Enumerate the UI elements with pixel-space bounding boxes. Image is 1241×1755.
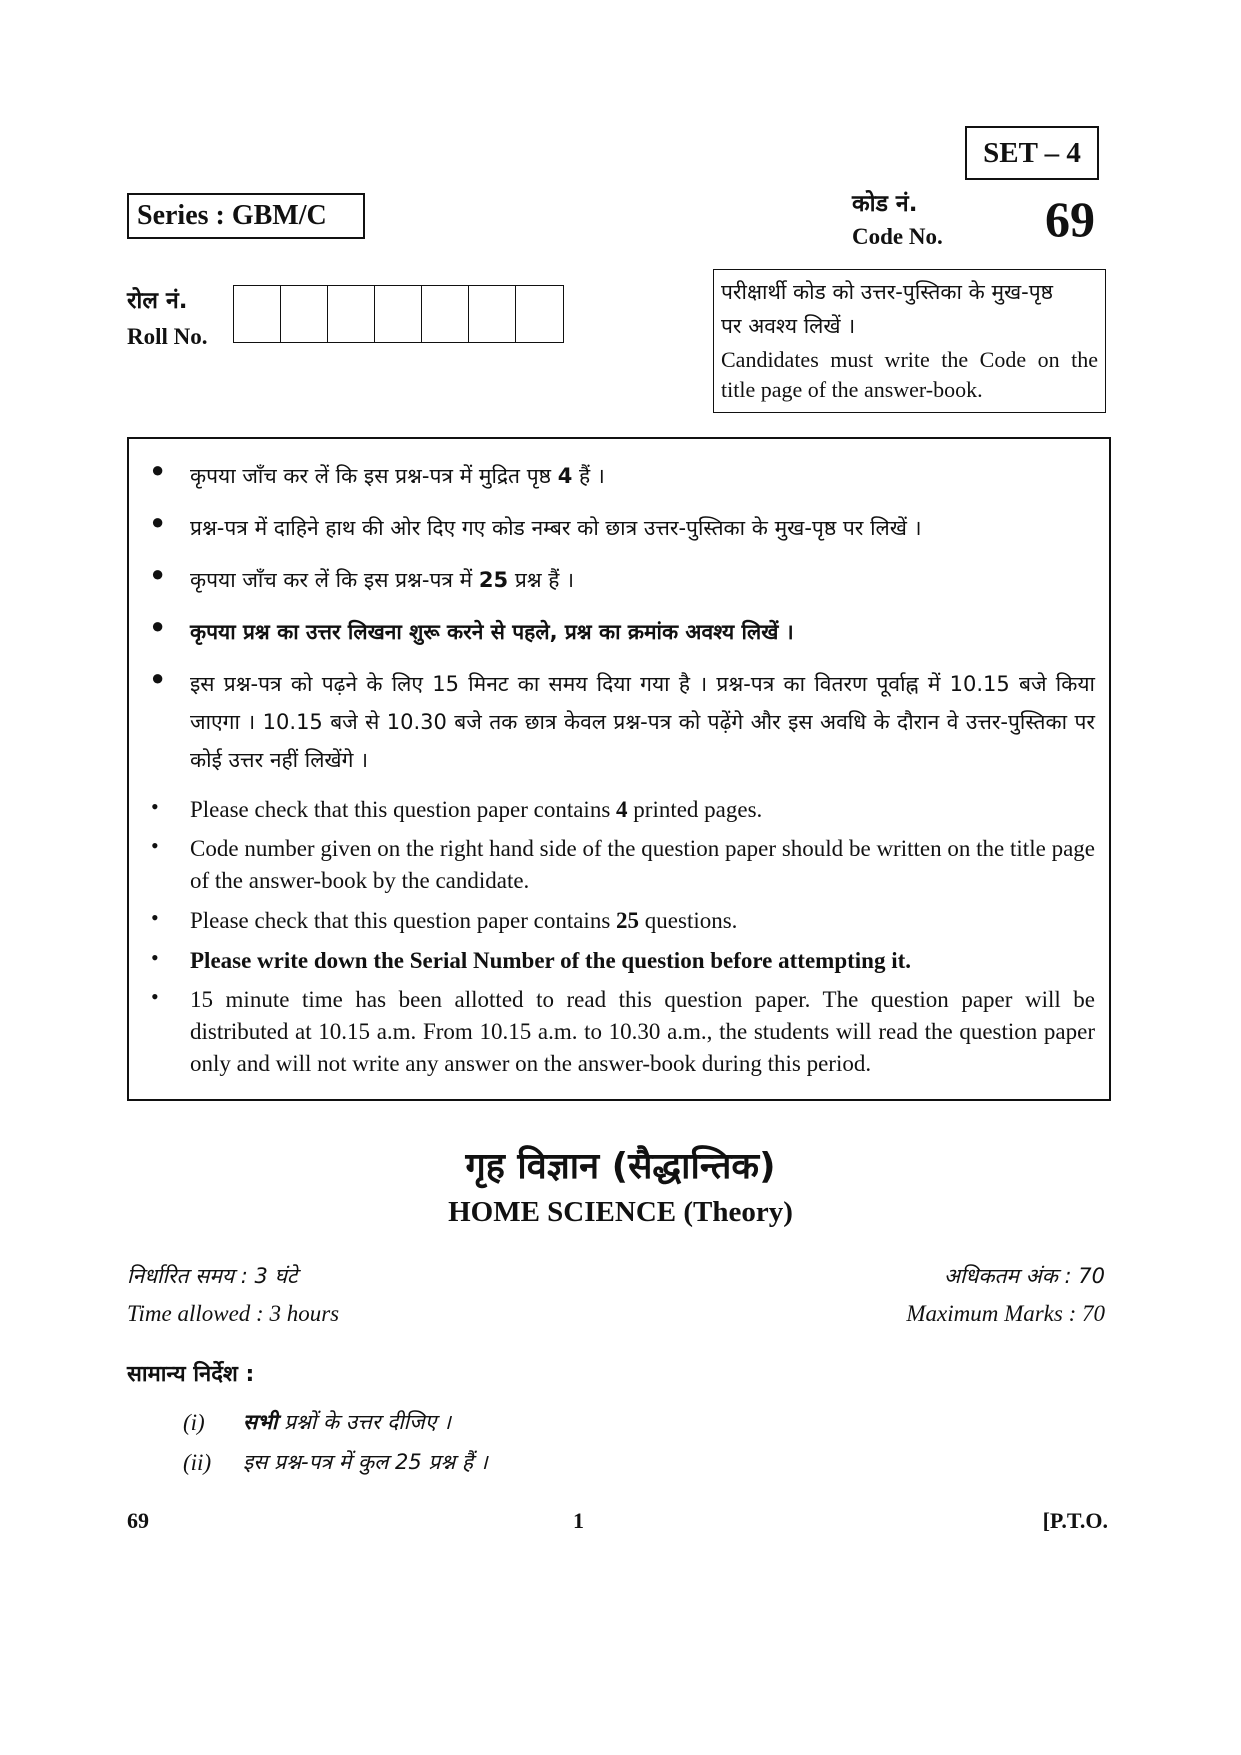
max-marks-english: Maximum Marks : 70 [906, 1301, 1105, 1326]
instruction-text: कृपया प्रश्न का उत्तर लिखना शुरू करने से पहले, प्रश्न का क्रमांक अवश्य लिखें । [190, 620, 794, 644]
bullet-icon: ● [151, 561, 165, 586]
general-item-number: (ii) [183, 1450, 212, 1475]
roll-digit-box[interactable] [328, 286, 375, 342]
max-marks-hindi: अधिकतम अंक : 70 [943, 1264, 1105, 1288]
roll-digit-box[interactable] [469, 286, 516, 342]
instruction-text: Please write down the Serial Number of the question before attempting it. [190, 948, 912, 973]
instruction-text: Code number given on the right hand side of the question paper should be written on the title page of the answer-book by the candidate. [190, 836, 1095, 893]
roll-digit-box[interactable] [516, 286, 563, 342]
code-label-english: Code No. [852, 224, 943, 249]
candidate-note-english: Candidates must write the Code on the title page of the answer-book. [721, 347, 1098, 402]
bullet-icon: • [151, 794, 159, 819]
roll-label-hindi: रोल नं. [127, 288, 188, 314]
code-label-hindi: कोड नं. [852, 191, 918, 217]
general-item-text: सभी प्रश्नों के उत्तर दीजिए । [243, 1410, 451, 1434]
instructions-box [127, 437, 1111, 1101]
instruction-text: इस प्रश्न-पत्र को पढ़ने के लिए 15 मिनट का समय दिया गया है । प्रश्न-पत्र का वितरण पूर्वाह्न में 10.15 बजे किया जाएगा । 10.15 बजे से 10.30 बजे तक छात्र केवल प्रश्न-पत्र को पढ़ेंगे और इस अवधि के दौरान वे उत्तर-पुस्तिका पर कोई उत्तर नहीं लिखेंगे । [190, 672, 1095, 772]
subject-title-english: HOME SCIENCE (Theory) [448, 1196, 793, 1228]
instruction-text: Please check that this question paper contains 4 printed pages. [190, 797, 763, 822]
instruction-text: 15 minute time has been allotted to read this question paper. The question paper will be distributed at 10.15 a.m. From 10.15 a.m. to 10.30 a.m., the students will read the question paper only and will not write any answer on the answer-book during this period. [190, 987, 1095, 1076]
general-item-text: इस प्रश्न-पत्र में कुल 25 प्रश्न हैं । [243, 1450, 488, 1474]
roll-number-boxes[interactable] [233, 285, 564, 343]
roll-digit-box[interactable] [234, 286, 281, 342]
code-number: 69 [1045, 191, 1095, 247]
roll-digit-box[interactable] [375, 286, 422, 342]
bullet-icon: ● [151, 457, 165, 482]
time-allowed-english: Time allowed : 3 hours [127, 1301, 340, 1326]
candidate-note-hindi-2: पर अवश्य लिखें । [721, 314, 856, 338]
bullet-icon: ● [151, 665, 165, 690]
instruction-text: कृपया जाँच कर लें कि इस प्रश्न-पत्र में 25 प्रश्न हैं । [190, 568, 575, 592]
time-allowed-hindi: निर्धारित समय : 3 घंटे [127, 1264, 298, 1288]
bullet-icon: ● [151, 613, 165, 638]
set-label: SET – 4 [965, 126, 1099, 180]
bullet-icon: • [151, 833, 159, 858]
page-number: 1 [573, 1508, 584, 1533]
series-label: Series : GBM/C [127, 193, 365, 239]
bullet-icon: ● [151, 509, 165, 534]
bullet-icon: • [151, 945, 159, 970]
instruction-text: Please check that this question paper contains 25 questions. [190, 908, 738, 933]
roll-digit-box[interactable] [281, 286, 328, 342]
roll-digit-box[interactable] [422, 286, 469, 342]
bullet-icon: • [151, 905, 159, 930]
general-item-number: (i) [183, 1410, 205, 1435]
general-instructions-heading: सामान्य निर्देश : [127, 1362, 255, 1387]
roll-label-english: Roll No. [127, 324, 208, 349]
bullet-icon: • [151, 984, 159, 1009]
candidate-note-box [713, 269, 1106, 413]
pto-label: [P.T.O. [1042, 1508, 1108, 1533]
instruction-text: कृपया जाँच कर लें कि इस प्रश्न-पत्र में मुद्रित पृष्ठ 4 हैं । [190, 464, 605, 488]
instruction-text: प्रश्न-पत्र में दाहिने हाथ की ओर दिए गए कोड नम्बर को छात्र उत्तर-पुस्तिका के मुख-पृष्ठ पर लिखें । [190, 516, 922, 540]
candidate-note-hindi-1: परीक्षार्थी कोड को उत्तर-पुस्तिका के मुख-पृष्ठ [721, 280, 1054, 304]
footer-code: 69 [127, 1508, 149, 1533]
subject-title-hindi: गृह विज्ञान (सैद्धान्तिक) [465, 1146, 776, 1187]
